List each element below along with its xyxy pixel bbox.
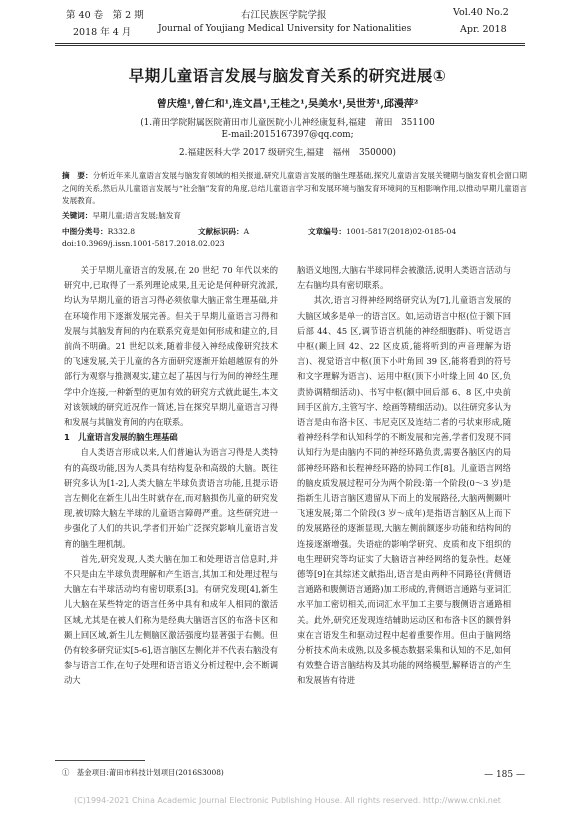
body-left-column xyxy=(64,263,278,689)
paragraph: 首先,研究发现,人类大脑在加工和处理语言信息时,并不只是由左半球负责理解和产生语言,其加工和处理过程与大脑左右半球活动均有密切联系[3]。有研究发现[4],新生儿大脑在某些特定的语言任务中具有和成年人相同的激活区域,尤其是在被人们称为是经典大脑语言区的布洛卡区和颞上回区域,新生儿左侧脑区激活强度均显著强于右侧。但仍有较多研究证实[5-6],语言脑区左侧化并不代表右脑没有参与语言工作,在句子处理和语言语义分析过程中,会不断调动大 xyxy=(64,553,278,686)
article-no-value: 1001-5817(2018)02-0185-04 xyxy=(345,227,457,236)
copyright-watermark: (C)1994-2021 China Academic Journal Electronic Publishing House. All rights reserved. http://www.cnki.net xyxy=(74,796,501,805)
funding-footnote: ① 基金项目:莆田市科技计划项目(2016S3008) xyxy=(62,768,224,777)
author-list: 曾庆煌¹,曾仁和¹,连文昌¹,王桂之¹,吴美水¹,吴世芳¹,邱漫萍² xyxy=(156,99,419,110)
journal-name-cn: 右江民族医学院学报 xyxy=(241,10,327,21)
affiliation-2: 2.福建医科大学 2017 级研究生,福建 福州 350000) xyxy=(179,148,396,158)
doc-code-label: 文献标识码： xyxy=(198,227,244,236)
article-number xyxy=(308,226,456,237)
volume-en: Vol.40 No.2 xyxy=(453,7,509,18)
clc-label: 中图分类号： xyxy=(62,227,108,236)
article-no-label: 文章编号： xyxy=(308,227,346,236)
keywords-label: 关键词： xyxy=(62,211,93,220)
keywords xyxy=(62,210,527,223)
affiliation-1: (1.莆田学院附属医院莆田市儿童医院小儿神经康复科,福建 莆田 351100 xyxy=(140,118,435,128)
document-code xyxy=(198,226,249,237)
running-header xyxy=(0,4,575,48)
paragraph-continued: 脑语义地图,大脑右半球同样会被激活,说明人类语言活动与左右脑均具有密切联系。 xyxy=(297,265,511,291)
footnote-rule xyxy=(55,760,145,761)
doc-code-value: A xyxy=(243,227,250,236)
article-title: 早期儿童语言发展与脑发育关系的研究进展① xyxy=(128,67,447,85)
author-email: E-mail:2015167397@qq.com; xyxy=(221,130,354,140)
clc-number xyxy=(62,226,135,237)
paragraph: 自人类语言形成以来,人们普遍认为语言习得是人类特有的高级功能,因为人类具有结构复杂和高级的大脑。既往研究多认为[1-2],人类大脑左半球负责语言功能,且提示语言左侧化在新生儿出生时就存在,而对脑损伤儿童的研究发现,被切除大脑左半球的儿童语言障碍严重。这些研究进一步强化了人们的共识,学者们开始广泛探究影响儿童语言发育的脑生理机制。 xyxy=(64,447,278,549)
date-en: Apr. 2018 xyxy=(460,24,507,35)
doi: doi:10.3969/j.issn.1001-5817.2018.02.023 xyxy=(62,239,225,248)
keywords-text: 早期儿童;语言发展;脑发育 xyxy=(92,211,182,220)
header-rule xyxy=(55,43,525,44)
abstract xyxy=(62,170,527,208)
paragraph-intro: 关于早期儿童语言的发展,在 20 世纪 70 年代以来的研究中,已取得了一系列理论成果,且无论是何种研究流派,均认为早期儿童的语言习得必须依靠大脑正常生理基础,并在环境作用下逐渐发展完善。但关于早期儿童语言习得和发展与其脑发育间的内在联系究竟是如何形成和建立的,目前尚不明确。21 世纪以来,随着非侵入神经成像研究技术的飞速发展,关于儿童的各方面研究逐渐开始超越原有的外部行为观察与推测观实,建立起了基因与行为间的神经生理学中介连接,一种新型的更加有效的研究方式就此诞生,本文对该领域的研究近况作一简述,旨在探究早期儿童语言习得和发展与其脑发育间的内在联系。 xyxy=(64,265,278,428)
page-number: — 185 — xyxy=(484,770,525,780)
paragraph: 其次,语言习得神经网络研究认为[7],儿童语言发展的大脑区域多是单一的语言区。如,运动语言中枢(位于额下回后部 44、45 区,调节语言机能的神经细胞群)、听觉语言中枢(颞上回 42、22 区皮质,能将听到的声音理解为语言)、视觉语言中枢(顶下小叶角回 39 区,能将看到的符号和文字理解为语言)、运用中枢(顶下小叶缘上回 40 区,负责协调精细活动)、书写中枢(额中回后部 6、8 区,中央前回手区前方,主管写字、绘画等精细活动)。以往研究多认为语言是由布洛卡区、韦尼克区及连结二者的弓状束形成,随着神经科学和认知科学的不断发展和完善,学者们发现不同认知行为是由脑内不同的神经环路负责,需要各脑区内的局部神经环路和长程神经环路的协同工作[8]。儿童语言网络的脑皮质发展过程可分为两个阶段:第一个阶段(0～3 岁)是指新生儿语言脑区遗留从下而上的发展路径,大脑两侧颞叶飞速发展;第二个阶段(3 岁～成年)是指语言脑区从上而下的发展路径的逐渐显现,大脑左侧前额逐步功能和结构间的连接逐渐增强。失语症的影响学研究、皮质和皮下组织的电生理研究等均证实了大脑语言神经网络的复杂性。赵娅德等[9]在其综述文献指出,语言是由两种不同路径(背侧语言通路和腹侧语言通路)加工形成的,背侧语言通路与亚词汇水平加工密切相关,而词汇水平加工主要与腹侧语言通路相关。此外,研究还发现连结辅助运动区和布洛卡区的额骨斜束在言语发生和驱动过程中起着重要作用。但由于脑网络分析技术尚未成熟,以及多模态数据采集和认知的不足,如何有效整合语言脑结构及其功能的网络模型,解释语言的产生和发展皆有待进 xyxy=(297,295,511,686)
abstract-label: 摘 要： xyxy=(62,171,93,180)
abstract-text: 分析近年来儿童语言发展与脑发育领域的相关报道,研究儿童语言发展的脑生理基础,探究儿童语言发展关键期与脑发育机会窗口期之间的关系,然后从儿童语言发展与“社会脑”发育的角度,总结儿童语言学习和发展环境与脑发育环境间的互相影响作用,以推动早期儿童语言发展教育。 xyxy=(62,171,528,206)
clc-value: R332.8 xyxy=(107,227,136,236)
section-heading-1: 1 儿童语言发展的脑生理基础 xyxy=(64,432,178,443)
header-rule-thin xyxy=(55,45,525,46)
volume-cn: 第 40 卷 第 2 期 xyxy=(66,10,144,21)
date-cn: 2018 年 4 月 xyxy=(73,27,132,38)
journal-name-en: Journal of Youjiang Medical University for Nationalities xyxy=(158,24,412,34)
body-right-column xyxy=(297,263,511,689)
